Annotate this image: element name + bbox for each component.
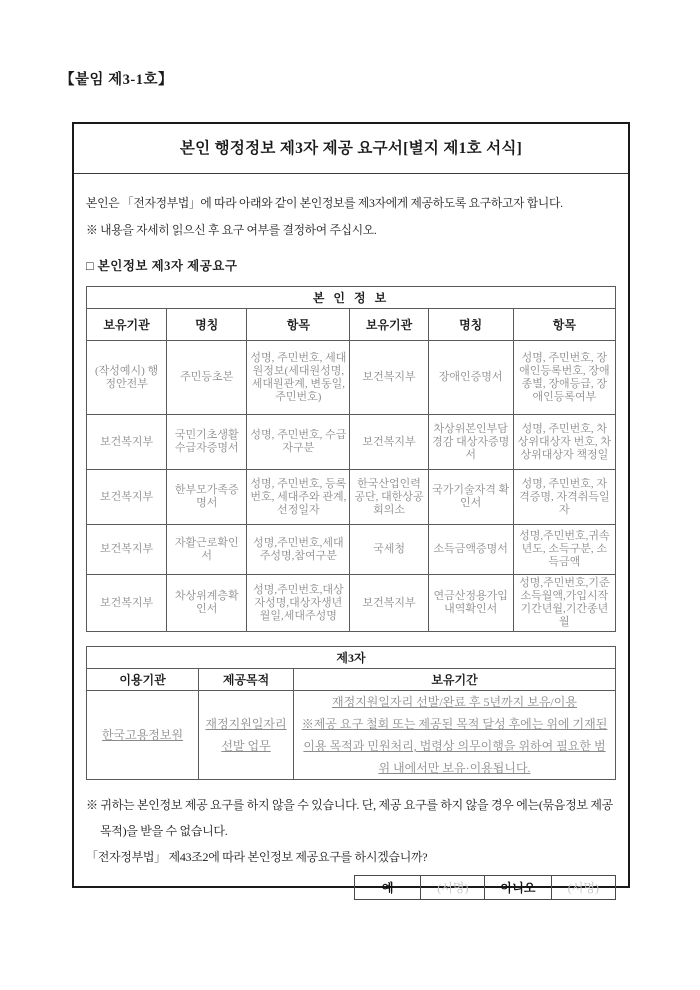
col-header-items-2: 항목 bbox=[513, 309, 615, 341]
col-header-items-1: 항목 bbox=[247, 309, 350, 341]
col-header-purpose: 제공목적 bbox=[199, 669, 294, 691]
cell-holder: 한국산업인력공단, 대한상공회의소 bbox=[350, 470, 428, 525]
cell-items: 성명, 주민번호, 장애인등록번호, 장애종별, 장애등급, 장애인등록여부 bbox=[513, 341, 615, 415]
cell-retention bbox=[294, 691, 616, 780]
cell-items: 성명,주민번호,기준소득월액,가입시작기간년월,기간종년월 bbox=[513, 575, 615, 632]
retention-line-1: 재정지원일자리 선발/완료 후 5년까지 보유/이용 bbox=[332, 695, 577, 709]
personal-info-table-title-row bbox=[87, 287, 616, 309]
cell-items: 성명,주민번호,대상자성명,대상자생년월일,세대주성명 bbox=[247, 575, 350, 632]
cell-doc-name: 소득금액증명서 bbox=[428, 525, 513, 575]
col-header-holder-2: 보유기관 bbox=[350, 309, 428, 341]
no-signature-field[interactable]: (서명) bbox=[551, 876, 615, 900]
yes-signature-field[interactable]: (서명) bbox=[421, 876, 485, 900]
col-header-name-2: 명칭 bbox=[428, 309, 513, 341]
third-party-table-title: 제3자 bbox=[87, 647, 616, 669]
cell-doc-name: 장애인증명서 bbox=[428, 341, 513, 415]
personal-info-table-title: 본 인 정 보 bbox=[87, 287, 616, 309]
cell-holder: 보건복지부 bbox=[87, 415, 167, 470]
cell-items: 성명, 주민번호, 수급자구분 bbox=[247, 415, 350, 470]
table-row bbox=[87, 415, 616, 470]
form-title: 본인 행정정보 제3자 제공 요구서[별지 제1호 서식] bbox=[74, 124, 628, 174]
third-party-table bbox=[86, 646, 616, 780]
cell-holder: 보건복지부 bbox=[350, 575, 428, 632]
footer-question: 「전자정부법」 제43조2에 따라 본인정보 제공요구를 하시겠습니까? bbox=[86, 850, 428, 864]
third-party-table-header-row bbox=[87, 669, 616, 691]
cell-doc-name: 국민기초생활 수급자증명서 bbox=[167, 415, 247, 470]
section-heading: □ 본인정보 제3자 제공요구 bbox=[86, 259, 238, 273]
cell-items: 성명, 주민번호, 세대원정보(세대원성명, 세대원관계, 변동일,주민번호) bbox=[247, 341, 350, 415]
cell-doc-name: 한부모가족증명서 bbox=[167, 470, 247, 525]
using-org-text: 한국고용정보원 bbox=[101, 728, 184, 742]
form-box bbox=[72, 122, 630, 895]
cell-items: 성명, 주민번호, 자격증명, 자격취득일자 bbox=[513, 470, 615, 525]
cell-doc-name: 자활근로확인서 bbox=[167, 525, 247, 575]
yes-option[interactable]: 예 bbox=[355, 876, 421, 900]
intro-text bbox=[86, 190, 616, 244]
cell-items: 성명,주민번호,세대주성명,참여구분 bbox=[247, 525, 350, 575]
cell-holder: 보건복지부 bbox=[87, 470, 167, 525]
cell-holder: 보건복지부 bbox=[350, 341, 428, 415]
cell-holder: 보건복지부 bbox=[350, 415, 428, 470]
answer-table-row bbox=[355, 876, 616, 900]
third-party-table-title-row bbox=[87, 647, 616, 669]
attachment-label: 【붙임 제3-1호】 bbox=[60, 72, 173, 88]
table-row bbox=[87, 525, 616, 575]
col-header-holder-1: 보유기관 bbox=[87, 309, 167, 341]
cell-using-org bbox=[87, 691, 199, 780]
cell-doc-name: 주민등초본 bbox=[167, 341, 247, 415]
cell-holder: 보건복지부 bbox=[87, 525, 167, 575]
answer-table bbox=[354, 875, 616, 900]
col-header-using-org: 이용기관 bbox=[87, 669, 199, 691]
cell-holder: 국세청 bbox=[350, 525, 428, 575]
answer-row bbox=[86, 875, 616, 900]
col-header-name-1: 명칭 bbox=[167, 309, 247, 341]
form-content bbox=[74, 190, 628, 900]
intro-line-2: ※ 내용을 자세히 읽으신 후 요구 여부를 결정하여 주십시오. bbox=[86, 223, 377, 237]
cell-items: 성명, 주민번호, 차상위대상자 번호, 차상위대상자 책정일 bbox=[513, 415, 615, 470]
no-option[interactable]: 아니오 bbox=[485, 876, 551, 900]
cell-doc-name: 차상위계층확인서 bbox=[167, 575, 247, 632]
table-row bbox=[87, 341, 616, 415]
third-party-row bbox=[87, 691, 616, 780]
cell-items: 성명,주민번호,귀속년도, 소득구분, 소득금액 bbox=[513, 525, 615, 575]
table-row bbox=[87, 575, 616, 632]
retention-line-2: ※제공 요구 철회 또는 제공된 목적 달성 후에는 위에 기재된 이용 목적과 민원처리, 법령상 의무이행을 위하여 필요한 범위 내에서만 보유·이용됩니다. bbox=[301, 717, 608, 775]
personal-info-table bbox=[86, 286, 616, 632]
personal-info-table-header-row bbox=[87, 309, 616, 341]
footer-notice: ※ 귀하는 본인정보 제공 요구를 하지 않을 수 있습니다. 단, 제공 요구를 하지 않을 경우 에는(묶음정보 제공 목적)을 받을 수 없습니다. bbox=[86, 798, 613, 838]
cell-doc-name: 국가기술자격 확인서 bbox=[428, 470, 513, 525]
intro-line-1: 본인은 「전자정부법」에 따라 아래와 같이 본인정보를 제3자에게 제공하도록 요구하고자 합니다. bbox=[86, 196, 563, 210]
purpose-text: 재정지원일자리 선발 업무 bbox=[205, 717, 287, 753]
cell-holder: 보건복지부 bbox=[87, 575, 167, 632]
cell-holder: (작성예시) 행정안전부 bbox=[87, 341, 167, 415]
cell-purpose bbox=[199, 691, 294, 780]
col-header-retention: 보유기간 bbox=[294, 669, 616, 691]
table-row bbox=[87, 470, 616, 525]
cell-items: 성명, 주민번호, 등록번호, 세대주와 관계, 선정일자 bbox=[247, 470, 350, 525]
cell-doc-name: 연금산정용가입내역확인서 bbox=[428, 575, 513, 632]
cell-doc-name: 차상위본인부담경감 대상자증명서 bbox=[428, 415, 513, 470]
